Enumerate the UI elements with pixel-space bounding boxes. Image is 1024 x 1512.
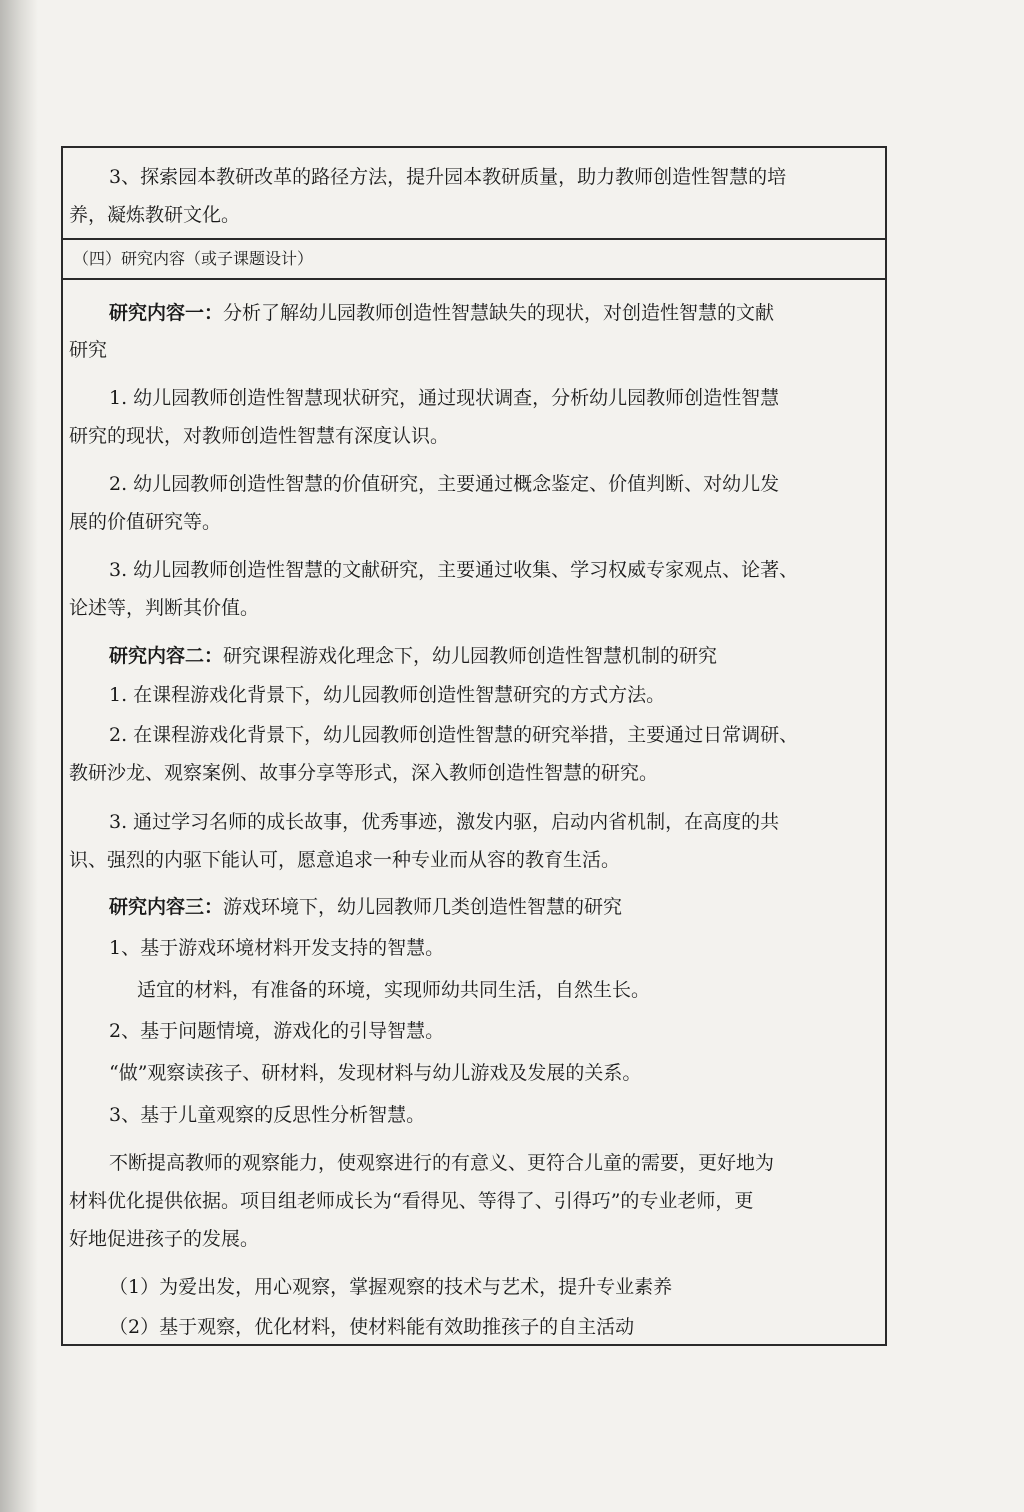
content3-title-rest: 游戏环境下，幼儿园教师几类创造性智慧的研究 bbox=[223, 896, 623, 918]
content2-p2-line2: 教研沙龙、观察案例、故事分享等形式，深入教师创造性智慧的研究。 bbox=[69, 762, 659, 784]
content1-title-bold: 研究内容一： bbox=[109, 302, 224, 324]
content1-p1-line1: 1. 幼儿园教师创造性智慧现状研究，通过现状调查，分析幼儿园教师创造性智慧 bbox=[109, 387, 780, 409]
section-header: （四）研究内容（或子课题设计） bbox=[73, 249, 314, 268]
content3-sub1: （1）为爱出发，用心观察，掌握观察的技术与艺术，提升专业素养 bbox=[109, 1276, 673, 1298]
content3-sub2: （2）基于观察，优化材料，使材料能有效助推孩子的自主活动 bbox=[109, 1316, 635, 1338]
page-edge-shadow bbox=[0, 0, 38, 1512]
content1-p2-line2: 展的价值研究等。 bbox=[69, 511, 222, 533]
content3-item3-p-line2: 材料优化提供依据。项目组老师成长为“看得见、等得了、引得巧”的专业老师，更 bbox=[69, 1190, 754, 1212]
content3-item1-desc: 适宜的材料，有准备的环境，实现师幼共同生活，自然生长。 bbox=[137, 979, 651, 1001]
content3-title-bold: 研究内容三： bbox=[109, 896, 224, 918]
content1-p1-line2: 研究的现状，对教师创造性智慧有深度认识。 bbox=[69, 425, 450, 447]
content2-p3-line2: 识、强烈的内驱下能认可，愿意追求一种专业而从容的教育生活。 bbox=[69, 849, 621, 871]
content2-title bbox=[63, 643, 935, 669]
content1-title-line2: 研究 bbox=[69, 339, 108, 361]
content2-title-rest: 研究课程游戏化理念下，幼儿园教师创造性智慧机制的研究 bbox=[223, 645, 718, 667]
content3-item3: 3、基于儿童观察的反思性分析智慧。 bbox=[109, 1104, 426, 1126]
content2-p2-line1: 2. 在课程游戏化背景下，幼儿园教师创造性智慧的研究举措，主要通过日常调研、 bbox=[109, 724, 799, 746]
content1-title-rest: 分析了解幼儿园教师创造性智慧缺失的现状，对创造性智慧的文献 bbox=[223, 302, 775, 324]
objective-line-1: 3、探索园本教研改革的路径方法，提升园本教研质量，助力教师创造性智慧的培 bbox=[109, 166, 787, 188]
content2-p1: 1. 在课程游戏化背景下，幼儿园教师创造性智慧研究的方式方法。 bbox=[109, 684, 666, 706]
content3-item2-desc: “做”观察读孩子、研材料，发现材料与幼儿游戏及发展的关系。 bbox=[109, 1062, 642, 1084]
content3-item2: 2、基于问题情境，游戏化的引导智慧。 bbox=[109, 1020, 445, 1042]
content2-title-bold: 研究内容二： bbox=[109, 645, 224, 667]
content3-title bbox=[63, 894, 935, 920]
section-body bbox=[63, 280, 885, 1344]
objective-line-2: 养，凝炼教研文化。 bbox=[69, 204, 241, 226]
content1-title bbox=[63, 300, 935, 326]
section-header-row bbox=[63, 240, 885, 280]
content1-p3-line2: 论述等，判断其价值。 bbox=[69, 597, 260, 619]
content3-item3-p-line1: 不断提高教师的观察能力，使观察进行的有意义、更符合儿童的需要，更好地为 bbox=[109, 1152, 775, 1174]
content1-p3-line1: 3. 幼儿园教师创造性智慧的文献研究，主要通过收集、学习权威专家观点、论著、 bbox=[109, 559, 799, 581]
content3-item1: 1、基于游戏环境材料开发支持的智慧。 bbox=[109, 937, 445, 959]
content1-p2-line1: 2. 幼儿园教师创造性智慧的价值研究，主要通过概念鉴定、价值判断、对幼儿发 bbox=[109, 473, 780, 495]
content3-item3-p-line3: 好地促进孩子的发展。 bbox=[69, 1228, 260, 1250]
form-table bbox=[61, 146, 887, 1346]
content2-p3-line1: 3. 通过学习名师的成长故事，优秀事迹，激发内驱，启动内省机制，在高度的共 bbox=[109, 811, 780, 833]
objective-row bbox=[63, 148, 885, 240]
